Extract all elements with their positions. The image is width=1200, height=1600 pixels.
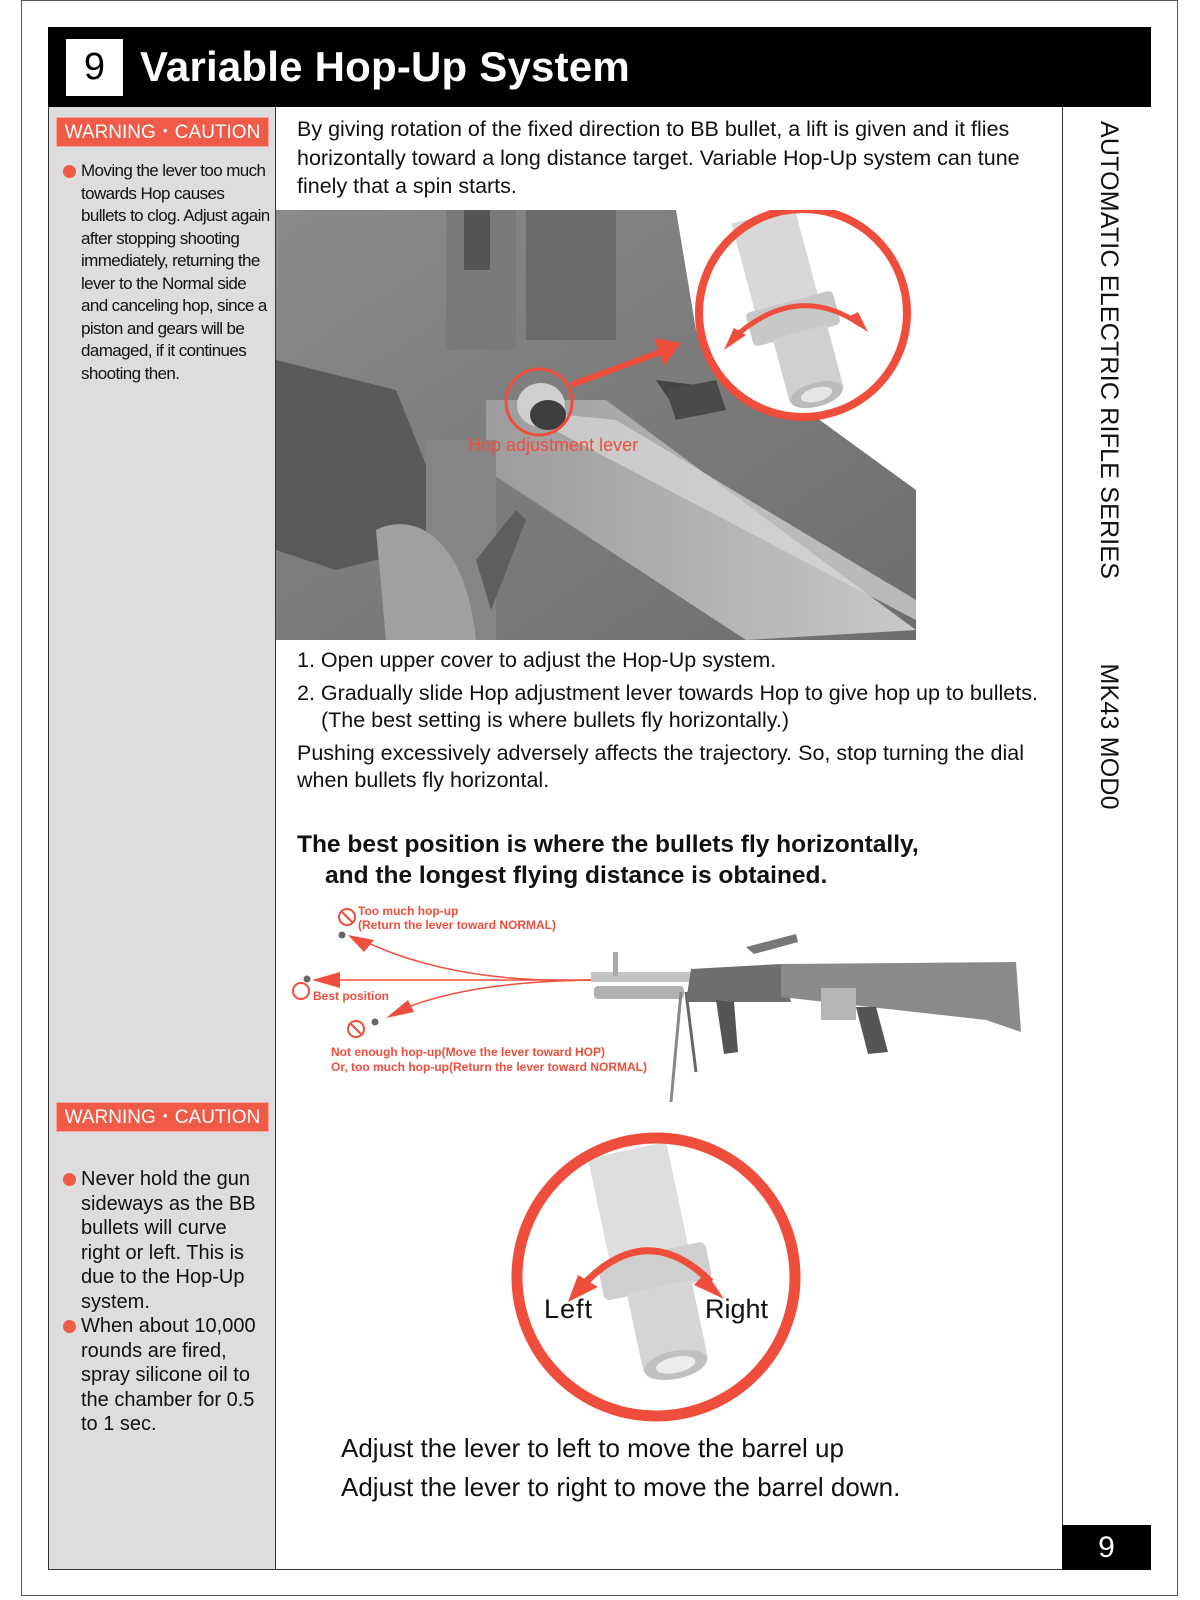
- trajectory-note: Pushing excessively adversely affects the trajectory. So, stop turning the dial when bullets fly horizontal.: [297, 741, 1025, 792]
- bullet-dot-icon: [63, 1320, 76, 1333]
- intro-paragraph: By giving rotation of the fixed direction to BB bullet, a lift is given and it flies horizontally toward a long distance target. Variable Hop-Up system can tune finely that a spin starts.: [297, 117, 1020, 198]
- dial-left-label: Left: [544, 1294, 594, 1324]
- page-number: 9: [1062, 1525, 1151, 1570]
- machine-gun-image: [591, 934, 1021, 1102]
- main-content: [276, 107, 1062, 1570]
- lever-direction-text: Adjust the lever to left to move the barrel up Adjust the lever to right to move the barrel down.: [341, 1433, 901, 1502]
- section-number: 9: [66, 39, 123, 96]
- prohibited-icon: [339, 909, 355, 925]
- bullet-dot-icon: [63, 1173, 76, 1186]
- warning-item: Never hold the gun sideways as the BB bullets will curve right or left. This is due to the Hop-Up system.: [61, 1167, 271, 1314]
- hop-dial-figure: [506, 1127, 806, 1432]
- model-name: MK43 MOD0: [1095, 663, 1123, 810]
- warning-caution-badge: WARNING・CAUTION: [56, 117, 269, 147]
- series-title: AUTOMATIC ELECTRIC RIFLE SERIES MK43 MOD0: [1095, 121, 1123, 810]
- hop-mechanism-photo: [276, 210, 916, 640]
- warning-item: When about 10,000 rounds are fired, spray silicone oil to the chamber for 0.5 to 1 sec.: [61, 1314, 271, 1437]
- bullet-dot-icon: [63, 165, 76, 178]
- best-position-callout: The best position is where the bullets fly horizontally, and the longest flying distance is obtained.: [297, 831, 919, 889]
- not-enough-hopup-label: Not enough hop-up(Move the lever toward HOP) Or, too much hop-up(Return the lever toward NORMAL): [331, 1045, 647, 1074]
- series-side-column: [1062, 107, 1151, 1525]
- too-much-hopup-label: Too much hop-up (Return the lever toward NORMAL): [358, 904, 557, 932]
- page-title: Variable Hop-Up System: [140, 43, 630, 90]
- instruction-steps: [297, 647, 1057, 794]
- best-position-label: Best position: [313, 989, 390, 1003]
- warning-caution-badge: WARNING・CAUTION: [56, 1102, 269, 1132]
- hop-adjustment-lever-label: Hop adjustment lever: [468, 435, 639, 455]
- warning-list: [61, 160, 271, 385]
- prohibited-icon: [348, 1021, 364, 1037]
- warning-sidebar: [48, 107, 276, 1570]
- dial-right-label: Right: [705, 1294, 769, 1324]
- section-header: [48, 27, 1151, 107]
- warning-item: Moving the lever too much towards Hop causes bullets to clog. Adjust again after stopping shooting immediately, returning the lever to the Normal side and canceling hop, since a piston and gears will be damaged, if it continues shooting then.: [61, 160, 271, 385]
- ok-circle-icon: [293, 983, 309, 999]
- step-item: 2. Gradually slide Hop adjustment lever towards Hop to give hop up to bullets. (The best setting is where bullets fly horizontally.): [297, 681, 1038, 732]
- step-item: 1. Open upper cover to adjust the Hop-Up system.: [297, 648, 777, 672]
- warning-list: [61, 1167, 271, 1437]
